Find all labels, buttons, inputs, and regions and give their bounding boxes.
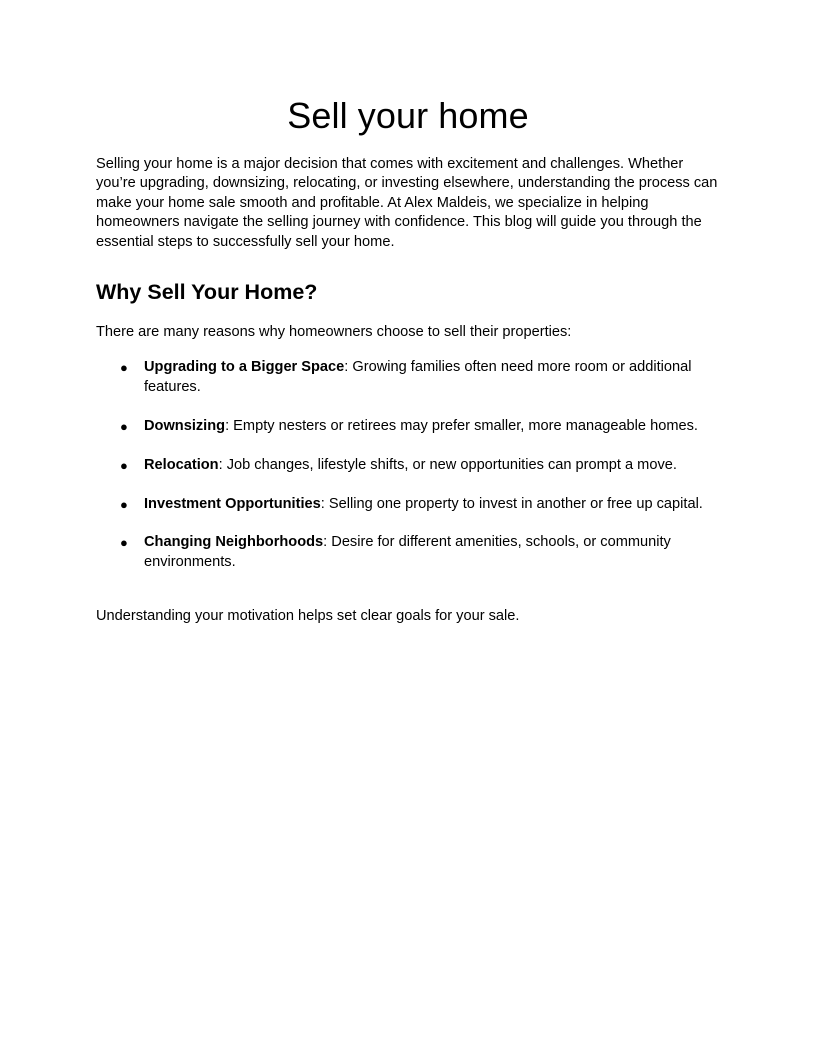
reason-item-investment <box>96 495 720 514</box>
reason-description: : Growing families often need more room or additional features. <box>144 359 692 395</box>
bullet-icon: ● <box>120 360 128 376</box>
reason-term: Changing Neighborhoods <box>144 534 324 551</box>
closing-paragraph: Understanding your motivation helps set clear goals for your sale. <box>96 608 520 625</box>
reason-description: : Selling one property to invest in another or free up capital. <box>320 495 703 512</box>
reason-item-upgrading <box>96 358 720 397</box>
intro-paragraph: Selling your home is a major decision that comes with excitement and challenges. Whether you’re upgrading, downsizing, relocating, or investing elsewhere, understanding the process can make your home sale smooth and profitable. At Alex Maldeis, we specialize in helping homeowners navigate the selling journey with confidence. This blog will guide you through the essential steps to successfully sell your home. <box>96 156 718 250</box>
section-heading: Why Sell Your Home? <box>96 280 318 305</box>
reason-term: Relocation <box>144 456 219 473</box>
reason-term: Downsizing <box>144 417 226 434</box>
section-lead-paragraph: There are many reasons why homeowners choose to sell their properties: <box>96 324 572 341</box>
bullet-icon: ● <box>120 535 128 551</box>
reason-term: Upgrading to a Bigger Space <box>144 359 345 376</box>
reason-term: Investment Opportunities <box>144 495 321 512</box>
reason-description: : Empty nesters or retirees may prefer smaller, more manageable homes. <box>225 417 698 434</box>
bullet-icon: ● <box>120 457 128 473</box>
reason-description: : Job changes, lifestyle shifts, or new opportunities can prompt a move. <box>218 456 677 473</box>
bullet-icon: ● <box>120 496 128 512</box>
reason-item-downsizing <box>96 417 720 436</box>
reason-description: : Desire for different amenities, schools, or community environments. <box>144 534 671 570</box>
reasons-list <box>96 358 720 572</box>
reason-item-relocation <box>96 456 720 475</box>
document-title: Sell your home <box>287 95 529 136</box>
bullet-icon: ● <box>120 418 128 434</box>
reason-item-neighborhoods <box>96 533 720 572</box>
